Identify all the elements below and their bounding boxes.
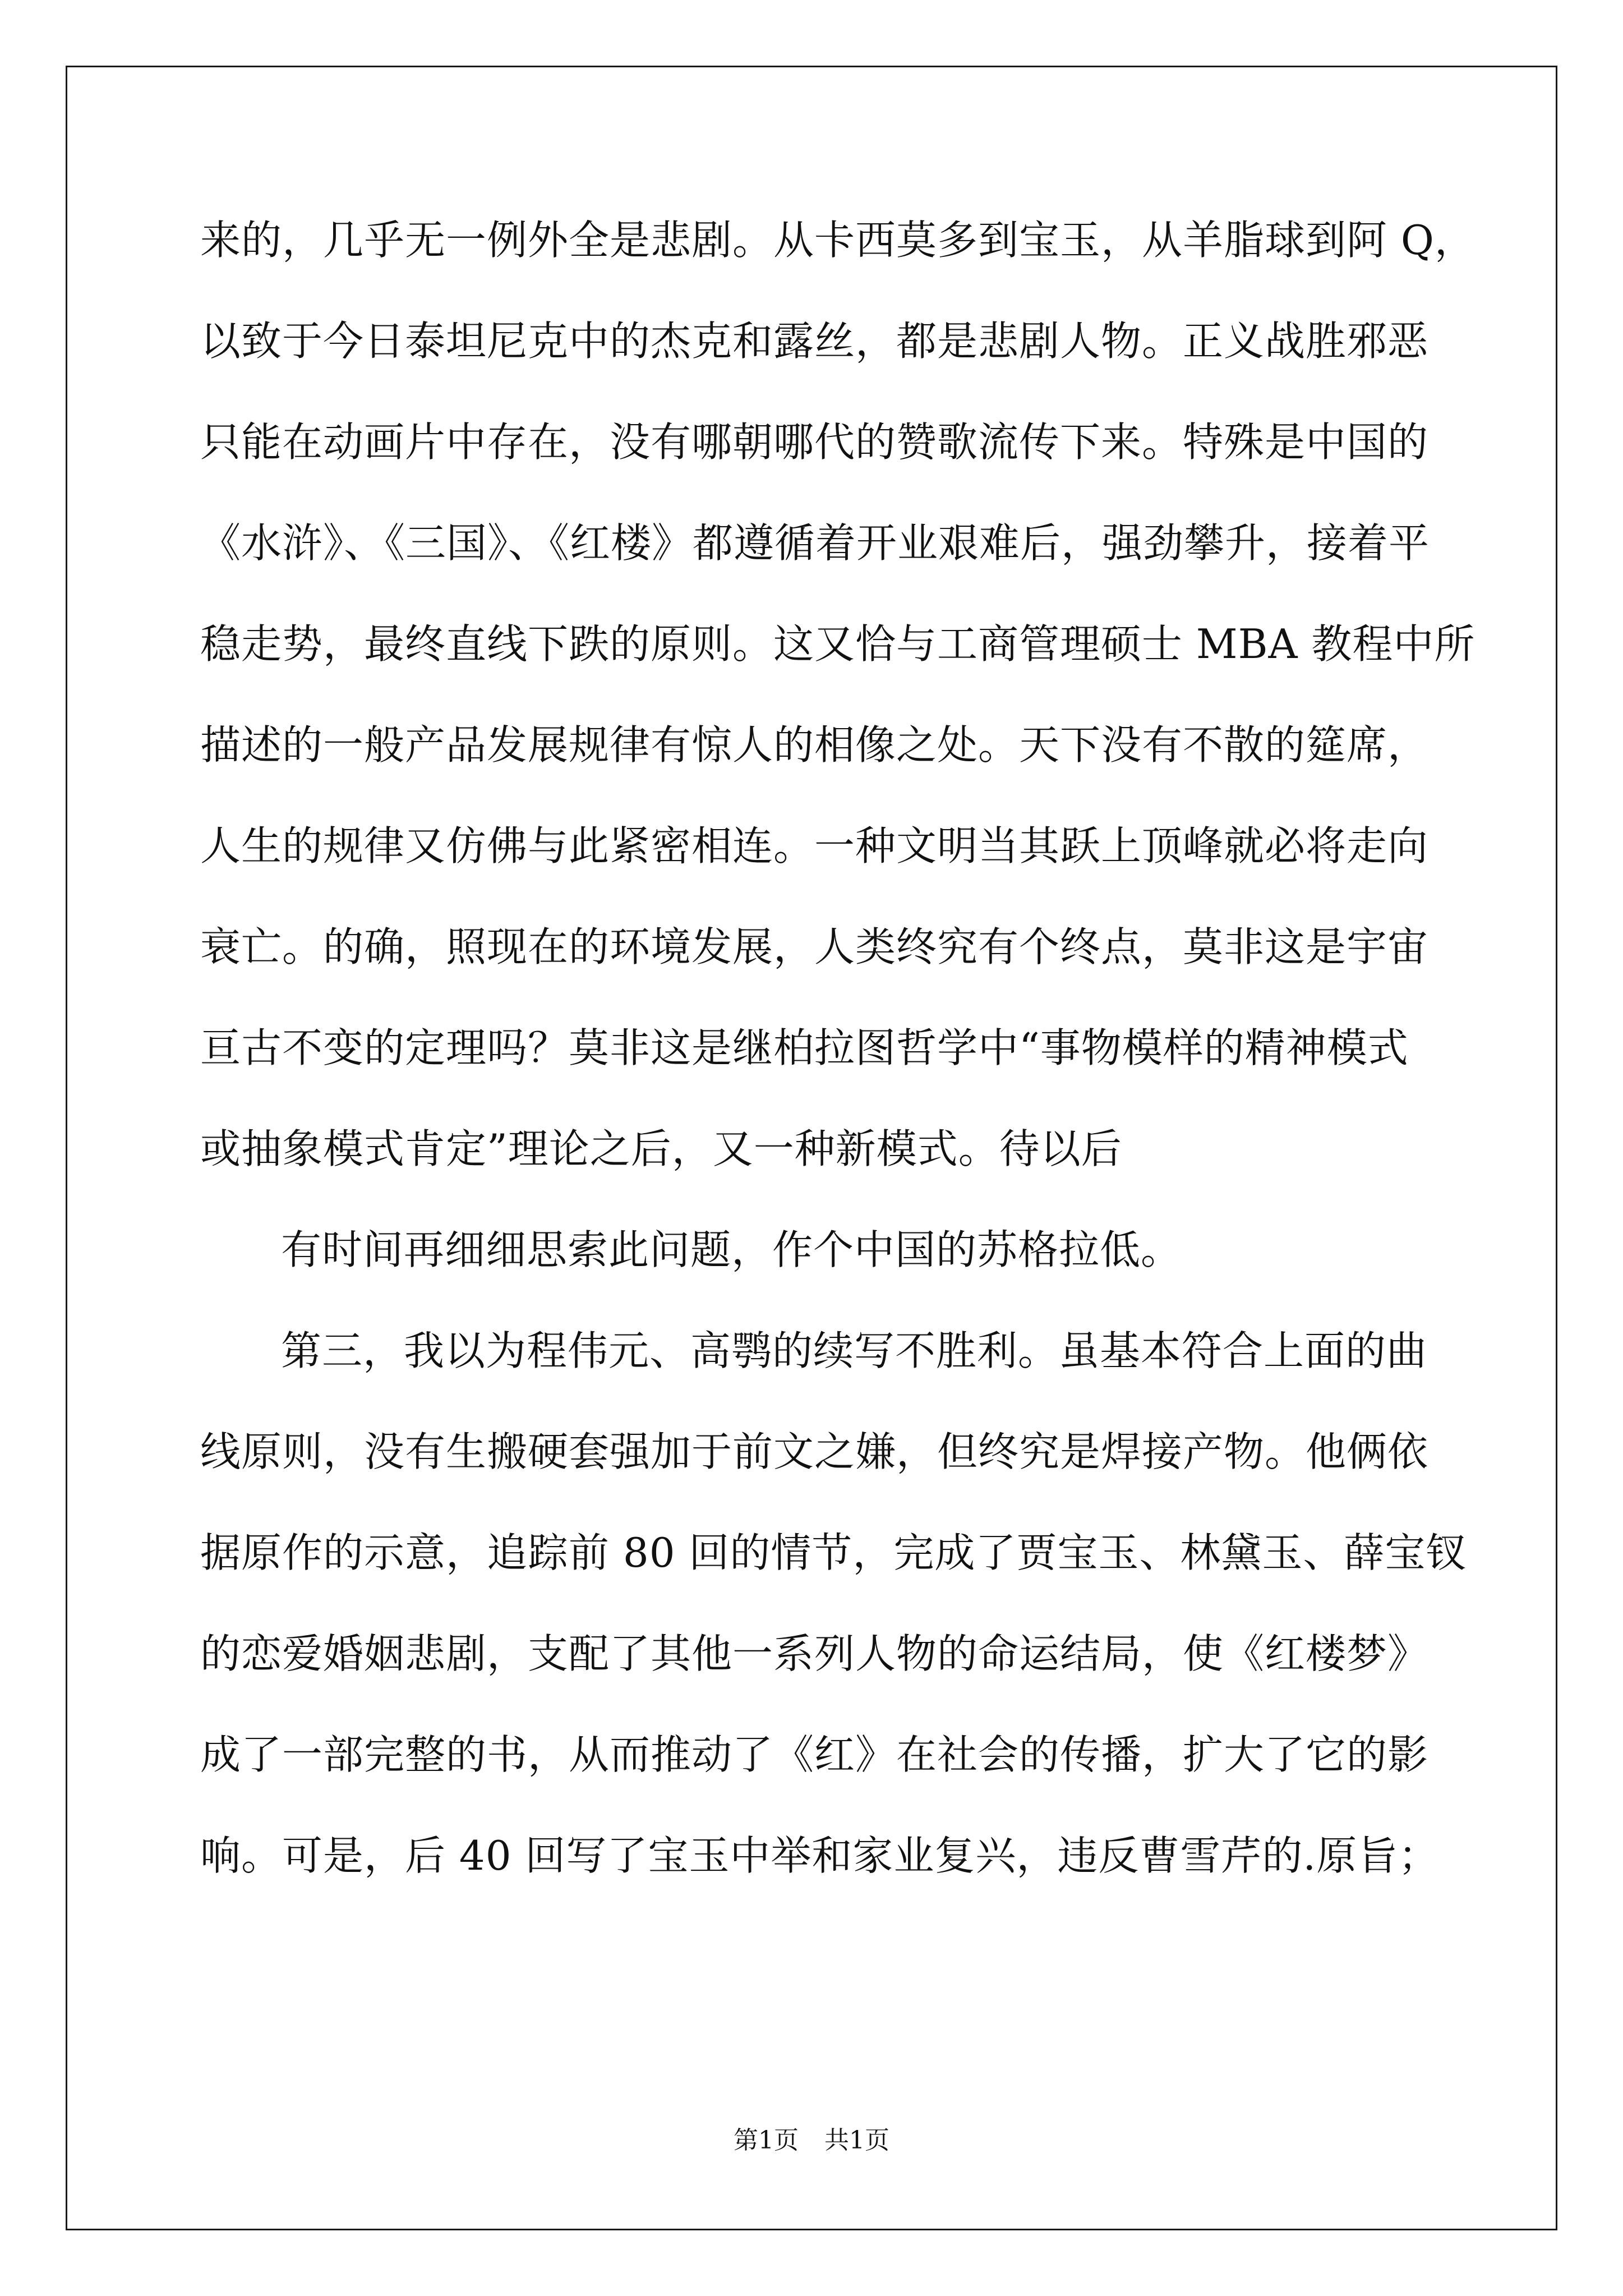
- page-total: 共1页: [824, 2126, 889, 2155]
- text-line: 据原作的示意，追踪前 80 回的情节，完成了贾宝玉、林黛玉、薛宝钗: [200, 1529, 1467, 1576]
- text-line: 有时间再细细思索此问题，作个中国的苏格拉低。: [281, 1226, 1182, 1273]
- text-line: 的恋爱婚姻悲剧，支配了其他一系列人物的命运结局，使《红楼梦》: [200, 1630, 1429, 1677]
- text-line: 线原则，没有生搬硬套强加于前文之嫌，但终究是焊接产物。他俩依: [200, 1428, 1429, 1475]
- text-line: 第三，我以为程伟元、高鹗的续写不胜利。虽基本符合上面的曲: [281, 1327, 1428, 1374]
- text-line: 只能在动画片中存在，没有哪朝哪代的赞歌流传下来。特殊是中国的: [200, 418, 1429, 466]
- page-number: 第1页: [734, 2126, 799, 2155]
- text-line: 或抽象模式肯定”理论之后，又一种新模式。待以后: [200, 1125, 1122, 1172]
- text-line: 描述的一般产品发展规律有惊人的相像之处。天下没有不散的筵席，: [200, 721, 1429, 769]
- text-line: 以致于今日泰坦尼克中的杰克和露丝，都是悲剧人物。正义战胜邪恶: [200, 318, 1429, 365]
- text-line: 人生的规律又仿佛与此紧密相连。一种文明当其跃上顶峰就必将走向: [200, 822, 1429, 869]
- page-footer: [0, 2125, 1623, 2156]
- text-line: 稳走势，最终直线下跌的原则。这又恰与工商管理硕士 MBA 教程中所: [200, 620, 1476, 668]
- text-line: 亘古不变的定理吗？莫非这是继柏拉图哲学中“事物模样的精神模式: [200, 1024, 1409, 1071]
- text-line: 来的，几乎无一例外全是悲剧。从卡西莫多到宝玉，从羊脂球到阿 Q，: [200, 217, 1476, 264]
- text-line: 成了一部完整的书，从而推动了《红》在社会的传播，扩大了它的影: [200, 1731, 1429, 1778]
- text-line: 响。可是，后 40 回写了宝玉中举和家业复兴，违反曹雪芹的.原旨；: [200, 1832, 1440, 1879]
- text-line: 衰亡。的确，照现在的环境发展，人类终究有个终点，莫非这是宇宙: [200, 923, 1429, 970]
- text-line: 《水浒》、《三国》、《红楼》都遵循着开业艰难后，强劲攀升，接着平: [200, 519, 1430, 567]
